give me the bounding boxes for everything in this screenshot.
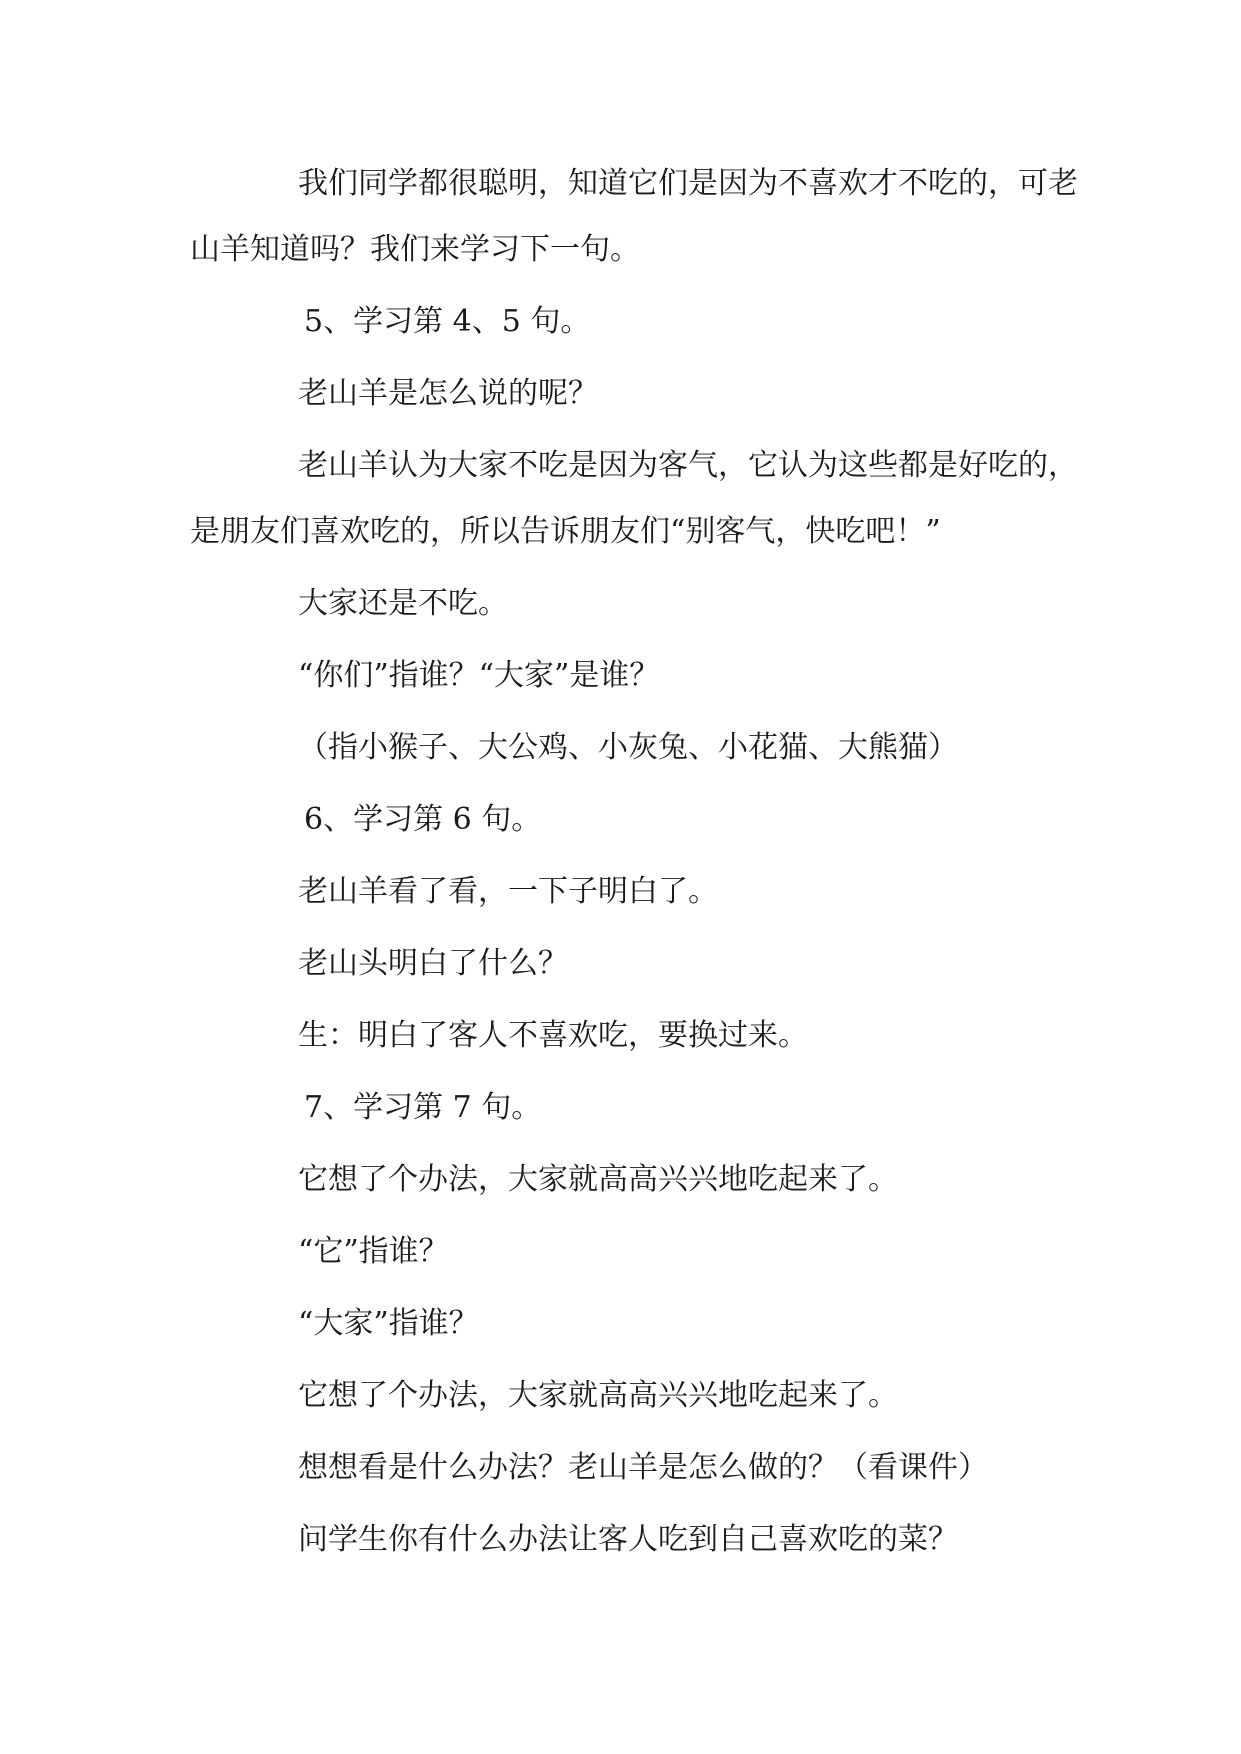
paragraph-line: （指小猴子、大公鸡、小灰兔、小花猫、大熊猫） [298,730,958,765]
paragraph-line: 老山羊是怎么说的呢？ [298,376,598,411]
paragraph-line: 它想了个办法，大家就高高兴兴地吃起来了。 [298,1162,898,1197]
section-heading: 5、学习第 4、5 句。 [304,304,591,339]
paragraph-line: 我们同学都很聪明，知道它们是因为不喜欢才不吃的，可老 [298,166,1078,201]
section-heading: 7、学习第 7 句。 [304,1090,542,1125]
paragraph-line: “大家”指谁？ [298,1306,479,1341]
paragraph-line: 是朋友们喜欢吃的，所以告诉朋友们“别客气，快吃吧！” [190,514,941,549]
paragraph-line: “它”指谁？ [298,1234,449,1269]
paragraph-line: 老山头明白了什么？ [298,946,568,981]
paragraph-line: “你们”指谁？“大家”是谁？ [298,658,660,693]
section-heading: 6、学习第 6 句。 [304,802,542,837]
paragraph-line: 山羊知道吗？我们来学习下一句。 [190,232,640,267]
paragraph-line: 老山羊认为大家不吃是因为客气，它认为这些都是好吃的， [298,448,1078,483]
paragraph-line: 想想看是什么办法？老山羊是怎么做的？（看课件） [298,1450,988,1485]
paragraph-line: 它想了个办法，大家就高高兴兴地吃起来了。 [298,1378,898,1413]
paragraph-line: 老山羊看了看，一下子明白了。 [298,874,718,909]
paragraph-line: 大家还是不吃。 [298,586,508,621]
paragraph-line: 问学生你有什么办法让客人吃到自己喜欢吃的菜？ [298,1522,958,1557]
paragraph-line: 生：明白了客人不喜欢吃，要换过来。 [298,1018,808,1053]
